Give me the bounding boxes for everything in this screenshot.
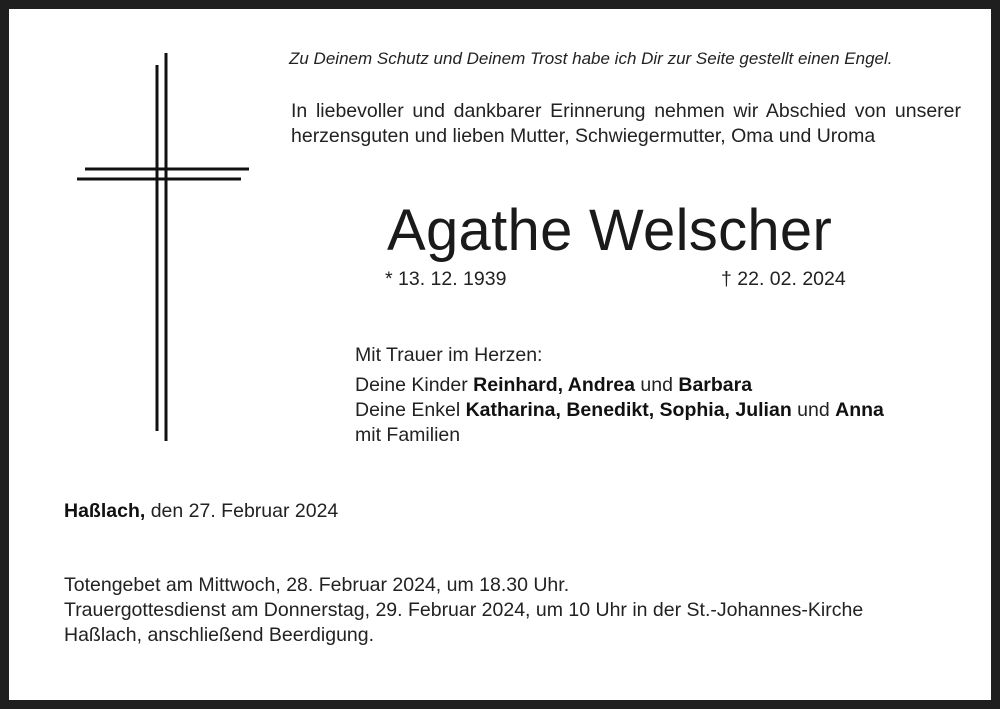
grandchildren-last: Anna (835, 399, 884, 421)
grandchildren-names: Katharina, Benedikt, Sophia, Julian (465, 399, 792, 421)
service-line-mass: Trauergottesdienst am Donnerstag, 29. Februar 2024, um 10 Uhr in der St.-Johannes-Kirche (64, 599, 864, 621)
service-details (64, 573, 863, 648)
children-names: Reinhard, Andrea (473, 374, 635, 396)
mourners-block (355, 343, 884, 448)
mourners-heading: Mit Trauer im Herzen: (355, 344, 543, 366)
intro-text: In liebevoller und dankbarer Erinnerung nehmen wir Abschied von unserer herzensguten und lieben Mutter, Schwiegermutter, Oma und Uroma (291, 100, 961, 147)
children-and: und (640, 374, 673, 396)
birth-date: * 13. 12. 1939 (385, 268, 507, 290)
service-line-burial: Haßlach, anschließend Beerdigung. (64, 624, 375, 646)
grandchildren-prefix: Deine Enkel (355, 399, 461, 421)
bible-verse: Zu Deinem Schutz und Deinem Trost habe ich Dir zur Seite gestellt einen Engel. (289, 49, 893, 68)
notice-date: den 27. Februar 2024 (150, 500, 339, 522)
dateline (64, 500, 338, 523)
deceased-name: Agathe Welscher (387, 198, 833, 263)
death-date: † 22. 02. 2024 (721, 268, 846, 290)
children-line (355, 373, 884, 398)
service-line-prayer: Totengebet am Mittwoch, 28. Februar 2024, um 18.30 Uhr. (64, 574, 570, 596)
children-last: Barbara (678, 374, 753, 396)
grandchildren-and: und (797, 399, 830, 421)
cross-icon (69, 51, 259, 441)
children-prefix: Deine Kinder (355, 374, 468, 396)
families-line: mit Familien (355, 424, 461, 446)
grandchildren-line (355, 398, 884, 423)
place-name: Haßlach, (64, 500, 146, 522)
